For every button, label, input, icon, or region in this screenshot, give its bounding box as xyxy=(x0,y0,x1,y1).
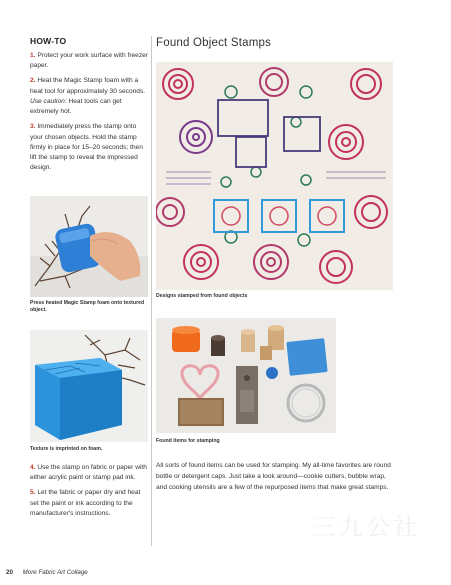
step-4: 4. Use the stamp on fabric or paper with either acrylic paint or stamp pad ink. xyxy=(30,464,147,482)
found-items-photo xyxy=(156,318,336,433)
step-5: 5. Let the fabric or paper dry and heat set the paint or ink according to the manufacturer's instructions. xyxy=(30,489,141,517)
caption-found-items: Found items for stamping xyxy=(156,438,220,444)
howto-column xyxy=(30,36,148,173)
caption-stamped: Designs stamped from found objects xyxy=(156,293,248,299)
page-footer xyxy=(6,569,88,576)
step-3: 3. Immediately press the stamp onto your chosen objects. Hold the stamp firmly in place for 15–20 seconds; then lift the stamp to reveal the impressed design. xyxy=(30,123,143,172)
watermark: 三九公社 xyxy=(312,513,420,541)
stamped-designs-photo xyxy=(156,62,393,290)
step-2: 2. Heat the Magic Stamp foam with a heat tool for approximately 30 seconds. Use caution: Heat tools can get extremely hot. xyxy=(30,77,146,116)
step-1: 1. Protect your work surface with freezer paper. xyxy=(30,52,149,70)
book-title: More Fabric Art Collage xyxy=(22,569,88,576)
column-divider xyxy=(151,36,152,546)
section-body: All sorts of found items can be used for stamping. My all-time favorites are round bottle or detergent caps. Just take a look around—cookie cutters, bubble wrap, and cooking utensils are a few of the repurposed items that make great stamps. xyxy=(156,462,391,492)
imprinted-foam-photo xyxy=(30,330,148,442)
howto-heading: HOW-TO xyxy=(30,36,67,46)
caption-texture: Texture is imprinted on foam. xyxy=(30,446,103,452)
caption-press: Press heated Magic Stamp foam onto textured object. xyxy=(30,300,145,314)
press-foam-photo xyxy=(30,196,148,297)
section-title: Found Object Stamps xyxy=(156,37,272,49)
page-number: 20 xyxy=(6,569,13,576)
howto-column-continued xyxy=(30,458,148,519)
